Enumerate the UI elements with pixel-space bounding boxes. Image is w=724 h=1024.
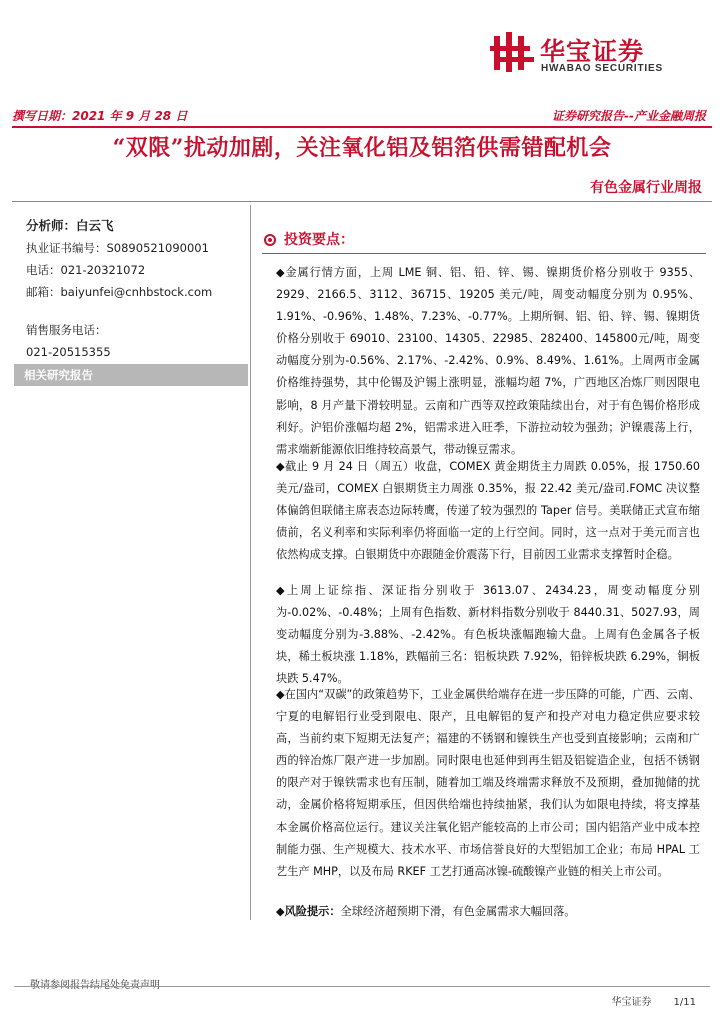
title-divider [12, 201, 712, 202]
brand-name-en: HWABAO SECURITIES [541, 63, 663, 74]
risk-text: 全球经济超预期下滑，有色金属需求大幅回落。 [340, 905, 576, 918]
paragraph-indices: ◆上周上证综指、深证指分别收于 3613.07、2434.23，周变动幅度分别为-0.02%、-0.48%；上周有色指数、新材料指数分别收于 8440.31、5027.93，周变动幅度分别为-3.88%、-2.42%。有色板块涨幅跑输大盘。上周有色金属各子板块，稀土板块涨 1.18%，跌幅前三名：铝板块跌 7.92%，铅锌板块跌 6.29%，铜板块跌 5.47%。 [276, 584, 700, 686]
header-divider [12, 126, 712, 128]
brand-logo [490, 30, 690, 80]
brand-name-cn: 华宝证券 [540, 37, 645, 66]
page-title: “双限”扰动加剧，关注氧化铝及铝箔供需错配机会 [112, 135, 612, 161]
report-type: 证券研究报告--产业金融周报 [552, 109, 706, 123]
date-bar [0, 105, 724, 127]
risk-label: ◆风险提示： [276, 905, 341, 918]
page-subtitle: 有色金属行业周报 [590, 180, 702, 196]
report-date: 撰写日期：2021 年 9 月 28 日 [12, 109, 188, 123]
risk-warning [276, 901, 700, 923]
section-title: 投资要点： [284, 232, 354, 248]
page-number: 1/11 [673, 997, 696, 1008]
column-divider [250, 205, 251, 920]
related-reports-label: 相关研究报告 [24, 368, 93, 382]
footer-disclaimer [30, 976, 160, 991]
sales-phone: 021-20515355 [26, 345, 111, 359]
analyst-phone: 电话：021-20321072 [26, 263, 146, 277]
paragraph-precious-metals: ◆截止 9 月 24 日（周五）收盘，COMEX 黄金期货主力周跌 0.05%，报 1750.60 美元/盎司，COMEX 白银期货主力周涨 0.35%，报 22.42 美元/盎司.FOMC 决议整体偏鸽但联储主席表态边际转鹰，传递了较为强烈的 Taper 信号。美联储正式宣布缩债前，名义利率和实际利率仍将面临一定的上行空间。同时，这一点对于美元而言也依然构成支撑。白银期货中亦跟随金价震荡下行，目前因工业需求支撑暂时企稳。 [276, 460, 700, 562]
paragraph-market: ◆金属行情方面，上周 LME 铜、铝、铅、锌、锡、镍期货价格分别收于 9355、2929、2166.5、3112、36715、19205 美元/吨，周变动幅度分别为 0.95%、1.91%、-0.96%、1.48%、7.23%、-0.77%。上期所铜、铝、铅、锌、锡、镍期货价格分别收于 69010、23100、14305、22985、282400、145800元/吨，周变动幅度分别为-0.56%、2.17%、-2.42%、0.9%、8.49%、1.61%。上周两市金属价格维持强势，其中伦锡及沪锡上涨明显，涨幅均超 7%，广西地区冶炼厂则因限电影响，8 月产量下滑较明显。云南和广西等双控政策陆续出台，对于有色锡价格形成利好。沪铝价涨幅均超 2%，铝需求进入旺季，下游拉动较为强劲；沪镍震荡上行，需求端新能源依旧维持较高景气，带动镍豆需求。 [276, 266, 700, 456]
footer-divider [14, 986, 710, 987]
target-icon [264, 234, 276, 246]
license-number: 执业证书编号：S0890521090001 [26, 241, 209, 255]
footer-company: 华宝证券 [611, 997, 652, 1008]
analyst-email[interactable]: 邮箱：baiyunfei@cnhbstock.com [26, 285, 213, 299]
section-divider [262, 253, 706, 254]
brand-mark-icon [490, 30, 534, 74]
analyst-sidebar [26, 215, 236, 363]
analyst-name: 分析师：白云飞 [26, 218, 114, 233]
footer-info [590, 993, 696, 1008]
sales-phone-label: 销售服务电话： [26, 323, 107, 337]
section-heading [264, 229, 354, 249]
paragraph-outlook: ◆在国内“双碳”的政策趋势下，工业金属供给端存在进一步压降的可能，广西、云南、宁夏的电解铝行业受到限电、限产，且电解铝的复产和投产对电力稳定供应要求较高，当前约束下短期无法复产；福建的不锈钢和镍铁生产也受到直接影响；云南和广西的锌冶炼厂限产进一步加剧。同时限电也延伸到再生铝及铝锭造企业，包括不锈钢的限产对于镍铁需求也有压制，随着加工端及终端需求释放不及预期，叠加抛储的扰动，金属价格将短期承压，但因供给端也持续抽紧，我们认为如限电持续，将支撑基本金属价格高位运行。建议关注氧化铝产能较高的上市公司；国内铝箔产业中成本控制能力强、生产规模大、技术水平、市场信誉良好的大型铝加工企业；布局 HPAL 工艺生产 MHP，以及布局 RKEF 工艺打通高冰镍-硫酸镍产业链的相关上市公司。 [276, 688, 700, 878]
related-reports-header [14, 364, 248, 386]
